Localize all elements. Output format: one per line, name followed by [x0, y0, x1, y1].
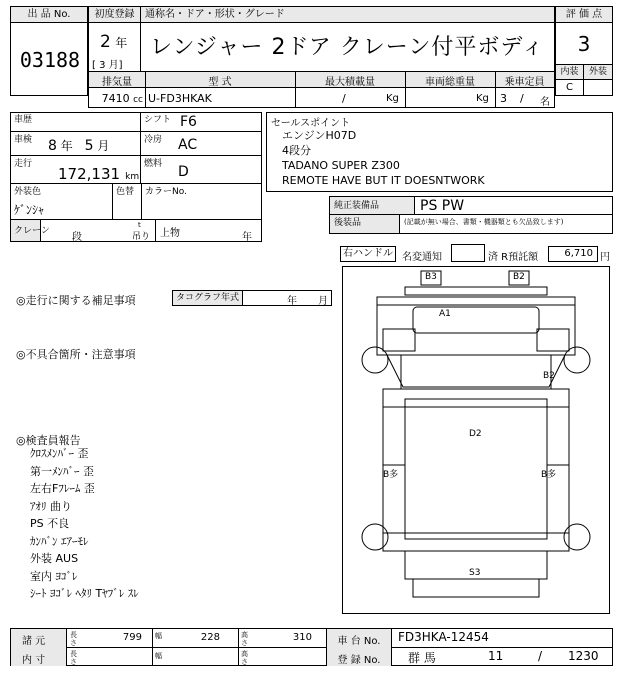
reg-class: 11 — [488, 649, 504, 663]
model-label: 型 式 — [208, 77, 232, 88]
damage-b3: B3 — [425, 272, 437, 282]
capacity-unit: 名 — [540, 97, 550, 108]
inner-length-label: 長さ — [70, 650, 77, 666]
right-mirror — [537, 329, 569, 351]
sales-line: エンジンH07D — [282, 129, 357, 142]
mileage-unit: km — [125, 172, 140, 182]
ac-value: AC — [178, 137, 198, 153]
sales-line: REMOTE HAVE BUT IT DOESNTWORK — [282, 174, 485, 187]
reg-month: [ 3 月] — [92, 60, 123, 71]
truck-diagram-frame — [342, 266, 610, 614]
inner-label: 内 寸 — [22, 655, 46, 666]
bottom-mid-line — [10, 647, 613, 648]
spec-div-1 — [145, 72, 146, 108]
upper-divider — [155, 220, 156, 242]
windshield — [413, 307, 539, 333]
reg-number: 1230 — [568, 649, 599, 663]
reg-year-value: 2 — [100, 32, 111, 52]
chassis-number: FD3HKA-12454 — [398, 630, 489, 644]
car-name: レンジャー 2ドア クレーン付平ボディ — [150, 35, 545, 60]
name-change-box — [451, 244, 485, 262]
displacement-value — [89, 92, 143, 105]
spec-div-3 — [405, 72, 406, 108]
crane-label: クレーン — [14, 226, 50, 236]
max-load-unit: Kg — [386, 93, 399, 104]
damage-b-left: B多 — [383, 470, 399, 480]
inspection-value — [48, 137, 109, 154]
name-label: 通称名・ドア・形状・グレード — [141, 7, 554, 23]
inner-height-label: 高さ — [241, 650, 248, 666]
report-line: PS 不良 — [30, 517, 70, 530]
recycle-label: 済 R預託額 — [488, 252, 539, 263]
reg-year — [100, 32, 127, 52]
sales-title: セールスポイント — [271, 118, 351, 129]
width-label: 幅 — [155, 632, 162, 640]
wheel-front-left — [362, 347, 388, 373]
height-divider — [238, 628, 239, 666]
chassis-label: 車 台 No. — [337, 636, 381, 647]
sales-line: TADANO SUPER Z300 — [282, 159, 400, 172]
damage-b2-side: B2 — [543, 371, 555, 381]
report-line: ｸﾛｽﾒﾝﾊﾞｰ 歪 — [30, 447, 89, 460]
exterior-grade — [584, 80, 612, 96]
spec-div-2 — [295, 72, 296, 108]
ext-color-label: 外装色 — [14, 187, 42, 197]
fuel-value: D — [178, 164, 189, 180]
gross-weight-label: 車両総重量 — [425, 77, 475, 88]
damage-b-right: B多 — [541, 470, 557, 480]
tacho-month: 月 — [318, 296, 328, 307]
wheel-rear-left — [362, 524, 388, 550]
damage-d2: D2 — [469, 429, 482, 439]
cab-body — [377, 305, 575, 355]
inspector-title: ◎検査員報告 — [16, 434, 81, 447]
mileage-number: 172,131 — [58, 165, 121, 183]
wheel-rear-right — [564, 524, 590, 550]
rear-bumper — [413, 579, 539, 597]
ext-color-value: ｹﾞﾝｼｬ — [14, 203, 45, 217]
report-line: 左右Fﾌﾚｰﾑ 歪 — [30, 482, 95, 495]
row-line-4 — [10, 219, 262, 220]
fuel-label: 燃料 — [144, 159, 163, 169]
sales-lines — [282, 128, 485, 188]
max-load-value: / — [342, 92, 346, 105]
upper-label: 上物 — [160, 228, 180, 239]
length-label: 長さ — [70, 631, 77, 647]
wheel-front-right — [564, 347, 590, 373]
reg-label: 初度登録 — [89, 7, 141, 23]
displacement-unit: cc — [133, 95, 143, 105]
name-change-label: 名変通知 — [402, 252, 442, 263]
tacho-label: タコグラフ年式 — [173, 291, 243, 305]
reg-sep: / — [538, 649, 543, 663]
height-value: 310 — [292, 632, 312, 643]
inspection-label: 車検 — [14, 135, 33, 145]
history-label: 車歴 — [14, 115, 33, 125]
inspection-year: 8 — [48, 138, 57, 154]
reg-year-unit: 年 — [115, 36, 128, 50]
reg-no-label: 登 録 No. — [337, 655, 381, 666]
displacement-label: 排気量 — [102, 77, 132, 88]
rhd-box: 右ハンドル — [340, 246, 396, 262]
truck-diagram — [343, 267, 609, 613]
ac-label: 冷房 — [144, 135, 163, 145]
genuine-label: 純正装備品 — [330, 197, 415, 215]
capacity-value: 3 — [500, 92, 507, 105]
damage-s3: S3 — [469, 568, 481, 578]
cab-top — [377, 297, 575, 305]
crane-ton: t — [138, 221, 141, 229]
aftermarket-label: 後装品 — [330, 215, 400, 233]
genuine-value: PS PW — [420, 198, 465, 214]
color-change-label: 色替 — [116, 187, 135, 197]
damage-a1: A1 — [439, 309, 451, 319]
inner-width-label: 幅 — [155, 652, 162, 660]
interior-grade: C — [556, 80, 584, 96]
yen-label: 円 — [600, 252, 610, 263]
defects-title: ◎不具合箇所・注意事項 — [16, 348, 136, 361]
cab-floor — [401, 355, 551, 389]
length-value: 799 — [122, 632, 142, 643]
report-line: 室内 ﾖｺﾞﾚ — [30, 569, 78, 583]
exterior-label: 外装 — [584, 64, 612, 80]
inspector-report — [30, 445, 139, 603]
row-line-1 — [10, 131, 262, 132]
model-value: U-FD3HKAK — [148, 92, 212, 105]
crane-hook: 吊り — [132, 232, 151, 242]
score-label: 評 価 点 — [556, 7, 612, 23]
shift-value: F6 — [180, 114, 197, 130]
capacity-sep: / — [520, 92, 524, 105]
damage-b2-top: B2 — [513, 272, 525, 282]
spec-div-4 — [495, 72, 496, 108]
cab-roof — [405, 287, 547, 295]
recycle-amount: 6,710 — [548, 246, 598, 262]
width-divider — [152, 628, 153, 666]
drive-notes-title: ◎走行に関する補足事項 — [16, 294, 136, 307]
upper-year: 年 — [242, 232, 252, 243]
sales-line: 4段分 — [282, 144, 311, 157]
mileage-value — [58, 164, 139, 183]
max-load-label: 最大積載量 — [325, 77, 375, 88]
color-no-label: カラーNo. — [145, 187, 187, 197]
tacho-year: 年 — [287, 296, 297, 307]
report-line: 第一ﾒﾝﾊﾞｰ 歪 — [30, 464, 94, 478]
report-line: ｱｵﾘ 曲り — [30, 499, 72, 513]
height-label: 高さ — [241, 631, 248, 647]
score-value: 3 — [577, 32, 591, 56]
capacity-label: 乗車定員 — [504, 77, 545, 88]
report-line: ｶﾝﾊﾞﾝ ｴｱｰﾓﾚ — [30, 534, 89, 548]
interior-label: 内装 — [556, 64, 584, 80]
inspection-month-unit: 月 — [97, 139, 110, 153]
cab-lower — [387, 355, 565, 387]
lot-label: 出 品 No. — [11, 7, 87, 23]
inspection-year-unit: 年 — [60, 139, 73, 153]
aftermarket-note: (記載が無い場合、書類・機器類とも欠品致します) — [404, 218, 564, 226]
row-line-2 — [10, 155, 262, 156]
inspection-month: 5 — [84, 138, 94, 154]
row-line-3 — [10, 183, 262, 184]
left-mirror — [383, 329, 415, 351]
size-label: 諸 元 — [22, 636, 46, 647]
shift-label: シフト — [144, 115, 172, 125]
mileage-label: 走行 — [14, 159, 33, 169]
bed-inner — [405, 399, 547, 539]
lot-number: 03188 — [19, 48, 81, 72]
report-line: 外装 AUS — [30, 552, 79, 565]
crane-stage: 段 — [72, 232, 82, 243]
width-value: 228 — [200, 632, 220, 643]
reg-region: 群 馬 — [408, 651, 436, 665]
gross-weight-unit: Kg — [476, 93, 489, 104]
report-line: ｼｰﾄ ﾖｺﾞﾚ ﾍﾀﾘ Tﾔﾌﾞﾚ ｽﾚ — [30, 587, 139, 600]
displacement-number: 7410 — [101, 92, 130, 105]
